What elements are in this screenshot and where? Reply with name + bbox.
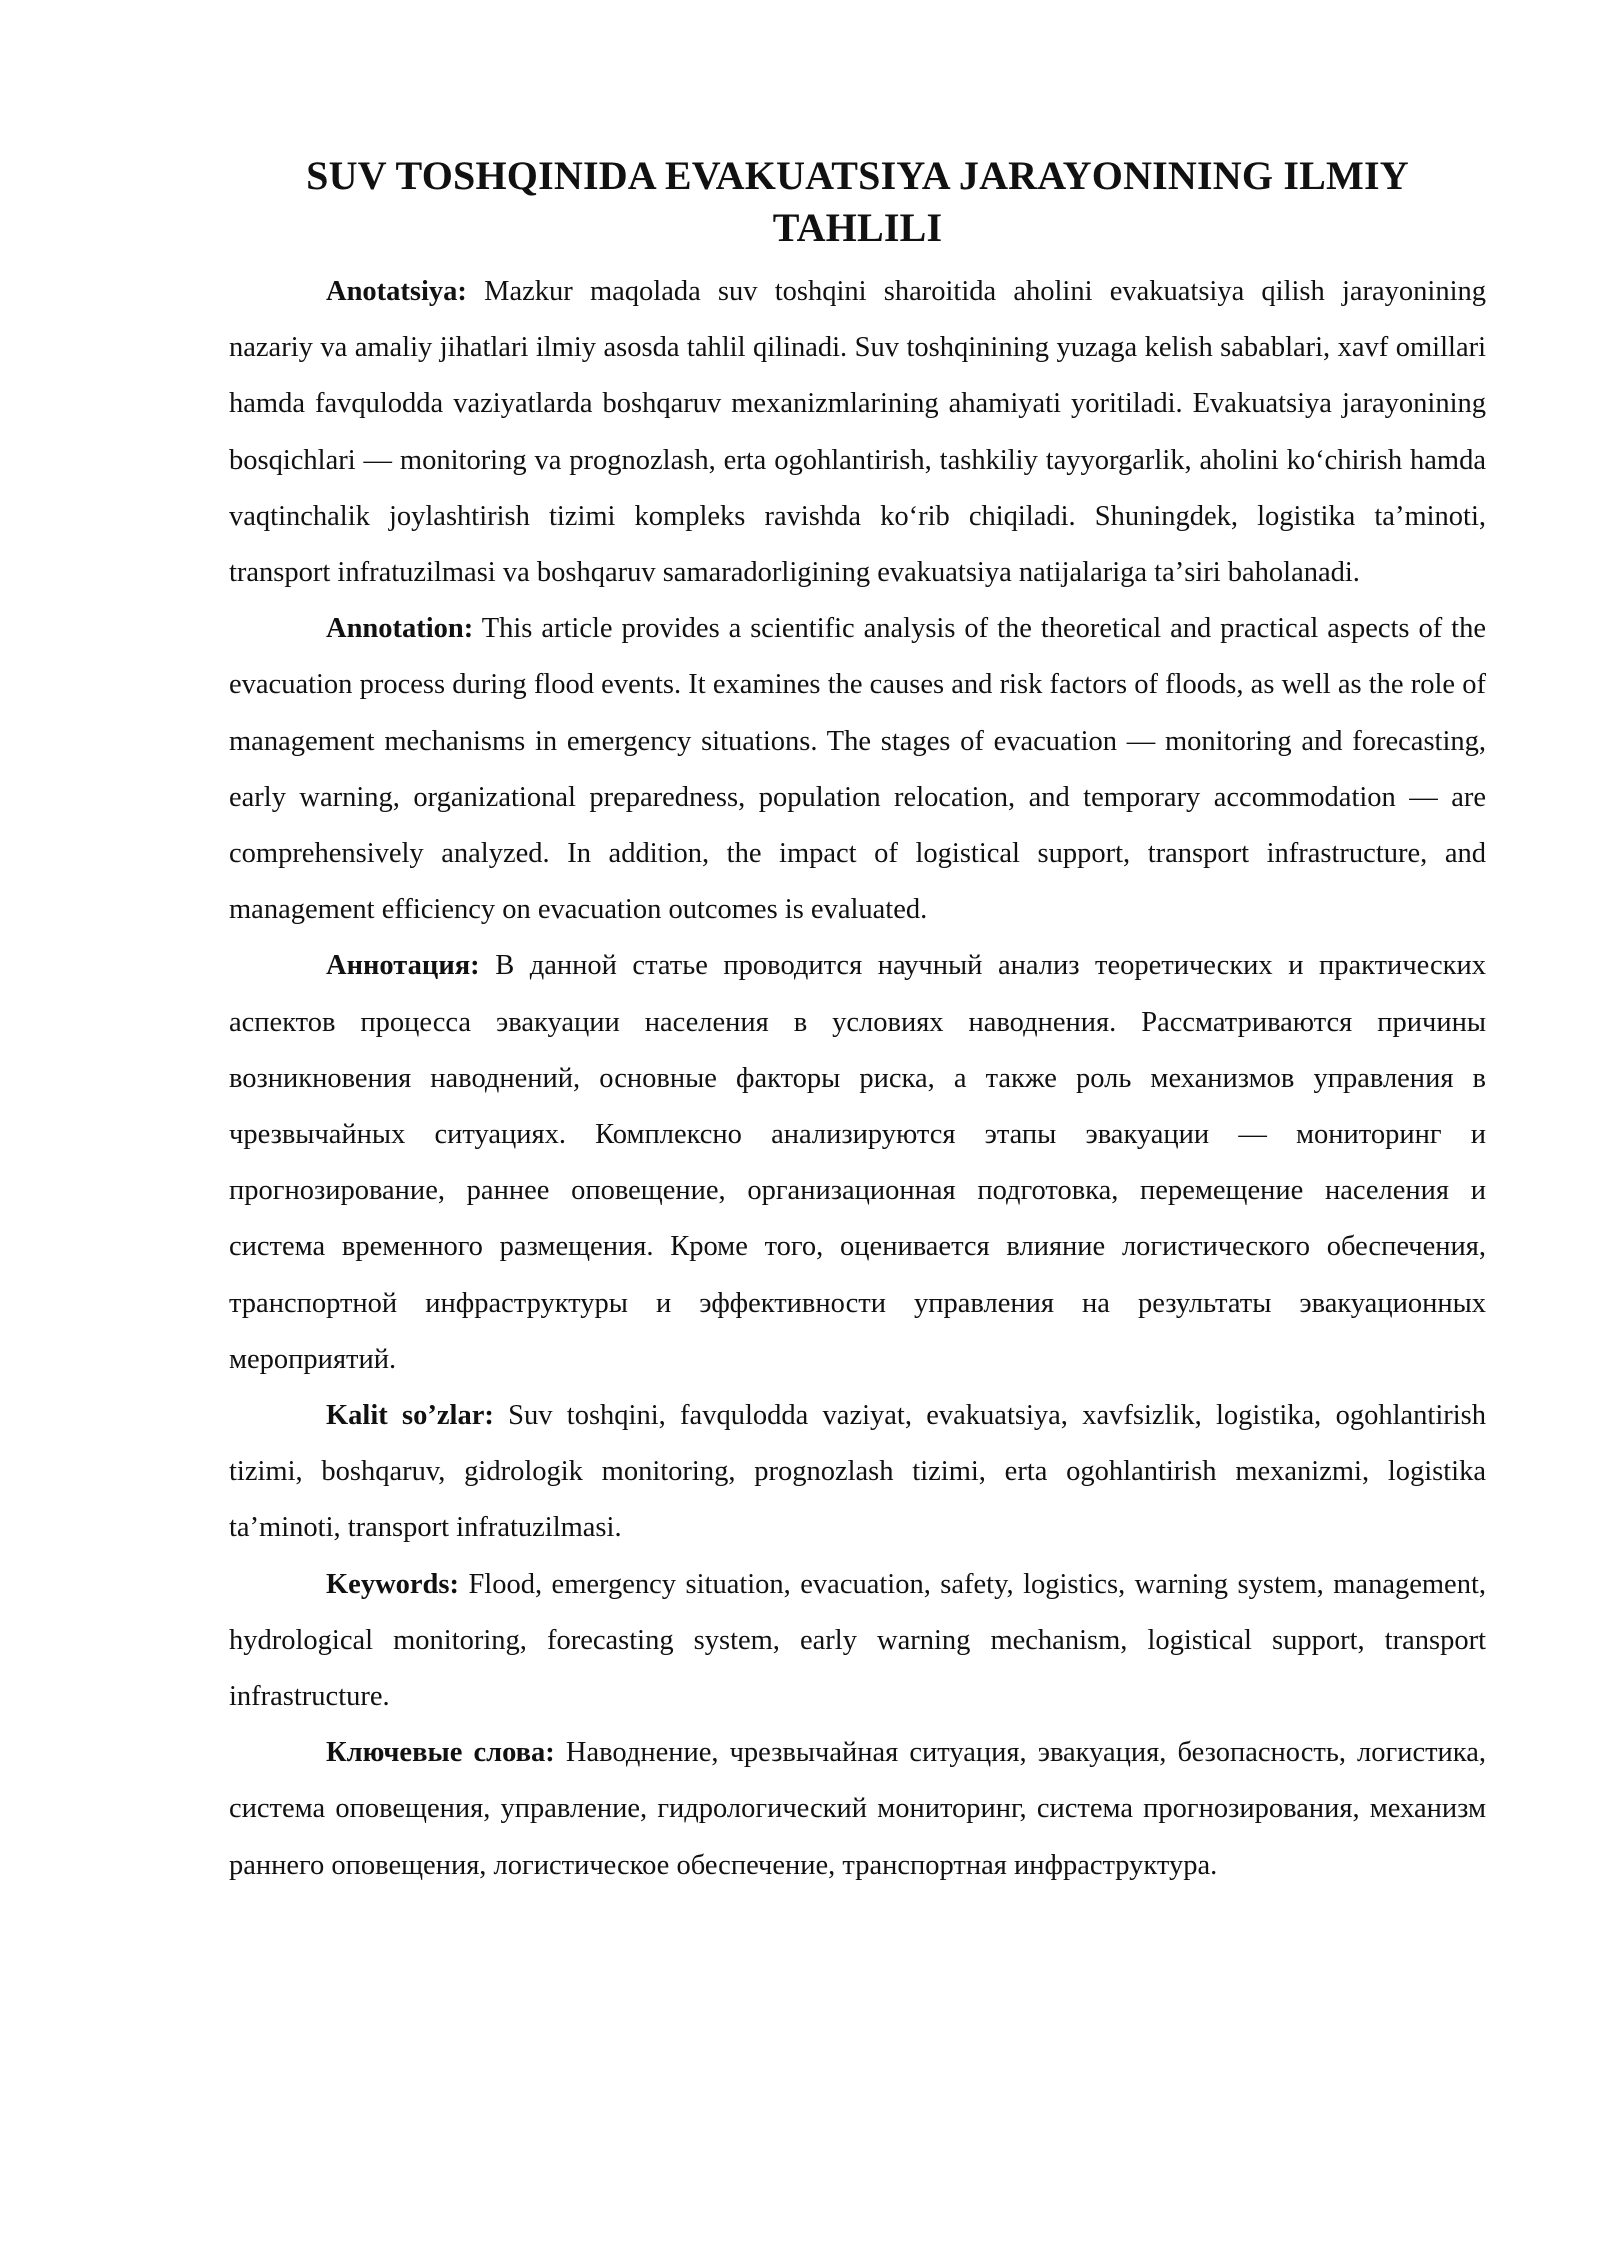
annotation-uzbek-label: Anotatsiya:	[326, 276, 467, 307]
document-title: SUV TOSHQINIDA EVAKUATSIYA JARAYONINING ILMIY TAHLILI	[306, 153, 1409, 250]
keywords-russian-text: Наводнение, чрезвычайная ситуация, эвакуация, безопасность, логистика, система оповещения, управление, гидрологический мониторинг, система прогнозирования, механизм раннего оповещения, логистическое обеспечение, транспортная инфраструктура.	[229, 1737, 1486, 1881]
annotation-russian	[229, 938, 1486, 1388]
annotation-english-label: Annotation:	[326, 613, 474, 645]
annotation-uzbek-text: Mazkur maqolada suv toshqini sharoitida aholini evakuatsiya qilish jarayonining nazariy va amaliy jihatlari ilmiy asosda tahlil qilinadi. Suv toshqinining yuzaga kelish sabablari, xavf omillari hamda favqulodda vaziyatlarda boshqaruv mexanizmlarining ahamiyati yoritiladi. Evakuatsiya jarayonining bosqichlari — monitoring va prognozlash, erta ogohlantirish, tashkiliy tayyorgarlik, aholini koʻchirish hamda vaqtinchalik joylashtirish tizimi kompleks ravishda koʻrib chiqiladi. Shuningdek, logistika taʼminoti, transport infratuzilmasi va boshqaruv samaradorligining evakuatsiya natijalariga taʼsiri baholanadi.	[229, 276, 1487, 589]
annotation-english-text: This article provides a scientific analysis of the theoretical and practical aspects of the evacuation process during flood events. It examines the causes and risk factors of floods, as well as the role of management mechanisms in emergency situations. The stages of evacuation — monitoring and forecasting, early warning, organizational preparedness, population relocation, and temporary accommodation — are comprehensively analyzed. In addition, the impact of logistical support, transport infrastructure, and management efficiency on evacuation outcomes is evaluated.	[229, 613, 1486, 926]
annotation-uzbek	[229, 264, 1486, 601]
annotation-russian-label: Аннотация:	[326, 950, 480, 982]
keywords-uzbek	[229, 1388, 1486, 1557]
keywords-russian-label: Ключевые слова:	[326, 1737, 555, 1769]
keywords-english-text: Flood, emergency situation, evacuation, safety, logistics, warning system, management, hydrological monitoring, forecasting system, early warning mechanism, logistical support, transport infrastructure.	[229, 1568, 1486, 1713]
keywords-uzbek-text: Suv toshqini, favqulodda vaziyat, evakuatsiya, xavfsizlik, logistika, ogohlantirish tizimi, boshqaruv, gidrologik monitoring, prognozlash tizimi, erta ogohlantirish mexanizmi, logistika taʼminoti, transport infratuzilmasi.	[229, 1400, 1487, 1544]
keywords-russian	[229, 1725, 1486, 1894]
document-body	[229, 150, 1486, 1894]
annotation-russian-text: В данной статье проводится научный анализ теоретических и практических аспектов процесса эвакуации населения в условиях наводнения. Рассматриваются причины возникновения наводнений, основные факторы риска, а также роль механизмов управления в чрезвычайных ситуациях. Комплексно анализируются этапы эвакуации — мониторинг и прогнозирование, раннее оповещение, организационная подготовка, перемещение населения и система временного размещения. Кроме того, оценивается влияние логистического обеспечения, транспортной инфраструктуры и эффективности управления на результаты эвакуационных мероприятий.	[229, 950, 1487, 1375]
keywords-english-label: Keywords:	[326, 1568, 459, 1600]
annotation-english	[229, 601, 1486, 938]
keywords-uzbek-label: Kalit so’zlar:	[326, 1400, 494, 1432]
keywords-english	[229, 1557, 1486, 1726]
